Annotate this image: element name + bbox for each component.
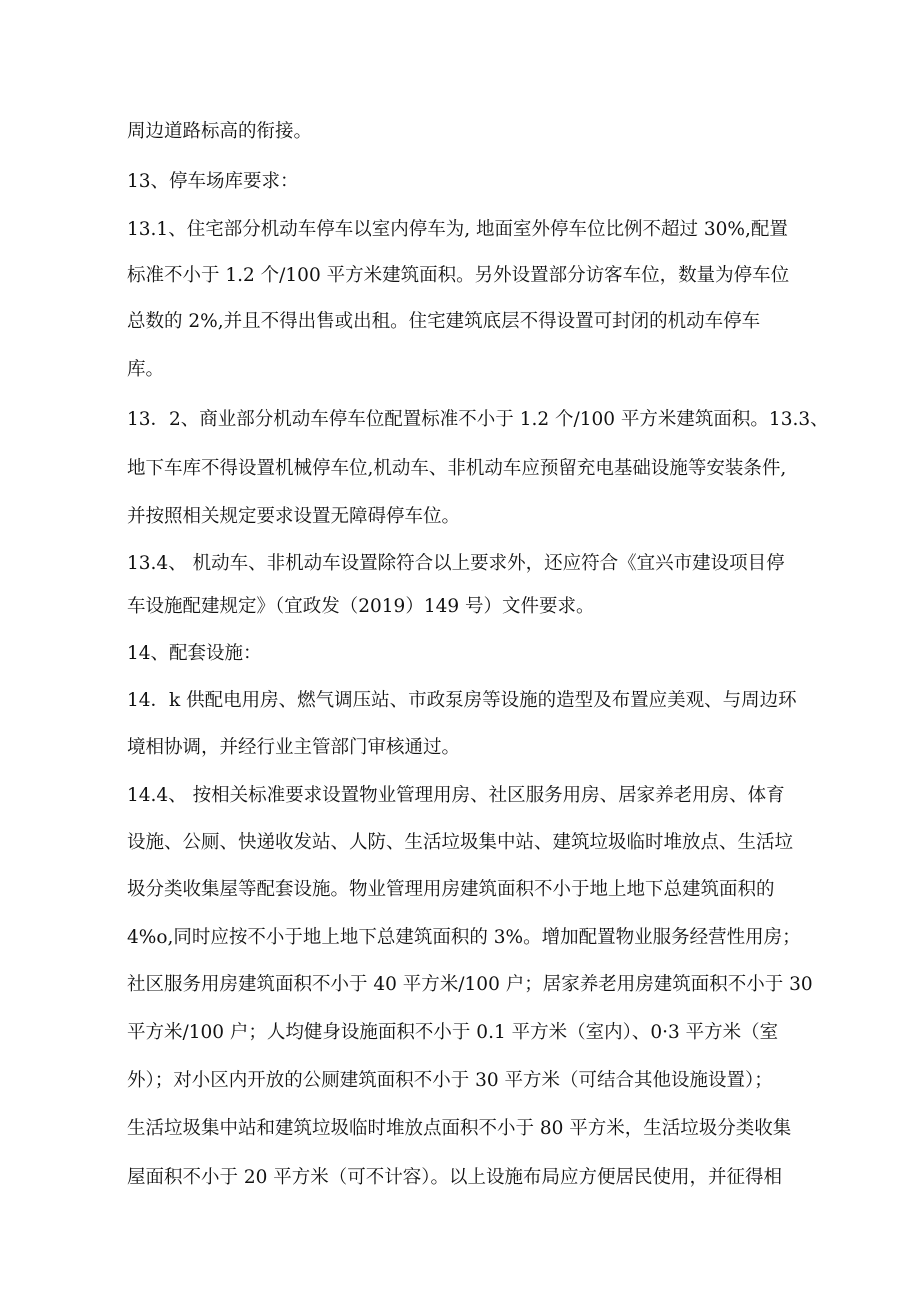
text-line-15: 14.4、 按相关标准要求设置物业管理用房、社区服务用房、居家养老用房、体育 xyxy=(127,785,785,806)
text-line-8: 地下车库不得设置机械停车位,机动车、非机动车应预留充电基础设施等安装条件, xyxy=(127,458,787,479)
text-line-9: 并按照相关规定要求设置无障碍停车位。 xyxy=(127,506,461,527)
text-line-17: 圾分类收集屋等配套设施。物业管理用房建筑面积不小于地上地下总建筑面积的 xyxy=(127,879,775,900)
text-line-7: 13．2、商业部分机动车停车位配置标准不小于 1.2 个/100 平方米建筑面积。13.3、 xyxy=(127,409,829,430)
text-line-1: 周边道路标高的衔接。 xyxy=(127,121,313,142)
text-line-14: 境相协调，并经行业主管部门审核通过。 xyxy=(127,737,461,758)
text-line-23: 屋面积不小于 20 平方米（可不计容）。以上设施布局应方便居民使用，并征得相 xyxy=(127,1167,783,1188)
text-line-18: 4%o,同时应按不小于地上地下总建筑面积的 3%。增加配置物业服务经营性用房； xyxy=(127,927,801,948)
text-line-11: 车设施配建规定》（宜政发（2019）149 号）文件要求。 xyxy=(127,596,595,617)
text-line-12: 14、配套设施： xyxy=(127,643,262,664)
text-line-3: 13.1、住宅部分机动车停车以室内停车为, 地面室外停车位比例不超过 30%,配置 xyxy=(127,219,788,240)
text-line-13: 14．k 供配电用房、燃气调压站、市政泵房等设施的造型及布置应美观、与周边环 xyxy=(127,690,797,711)
text-line-19: 社区服务用房建筑面积不小于 40 平方米/100 户；居家养老用房建筑面积不小于 30 xyxy=(127,974,813,995)
text-line-6: 库。 xyxy=(127,359,165,380)
text-line-20: 平方米/100 户；人均健身设施面积不小于 0.1 平方米（室内）、0·3 平方米（室 xyxy=(127,1022,779,1043)
text-line-4: 标准不小于 1.2 个/100 平方米建筑面积。另外设置部分访客车位，数量为停车位 xyxy=(127,265,790,286)
text-line-2: 13、停车场库要求： xyxy=(127,171,299,192)
text-line-10: 13.4、 机动车、非机动车设置除符合以上要求外，还应符合《宜兴市建设项目停 xyxy=(127,553,785,574)
text-line-21: 外）；对小区内开放的公厕建筑面积不小于 30 平方米（可结合其他设施设置）； xyxy=(127,1070,773,1091)
text-line-5: 总数的 2%,并且不得出售或出租。住宅建筑底层不得设置可封闭的机动车停车 xyxy=(127,311,761,332)
text-line-22: 生活垃圾集中站和建筑垃圾临时堆放点面积不小于 80 平方米，生活垃圾分类收集 xyxy=(127,1118,792,1139)
text-line-16: 设施、公厕、快递收发站、人防、生活垃圾集中站、建筑垃圾临时堆放点、生活垃 xyxy=(127,832,794,853)
